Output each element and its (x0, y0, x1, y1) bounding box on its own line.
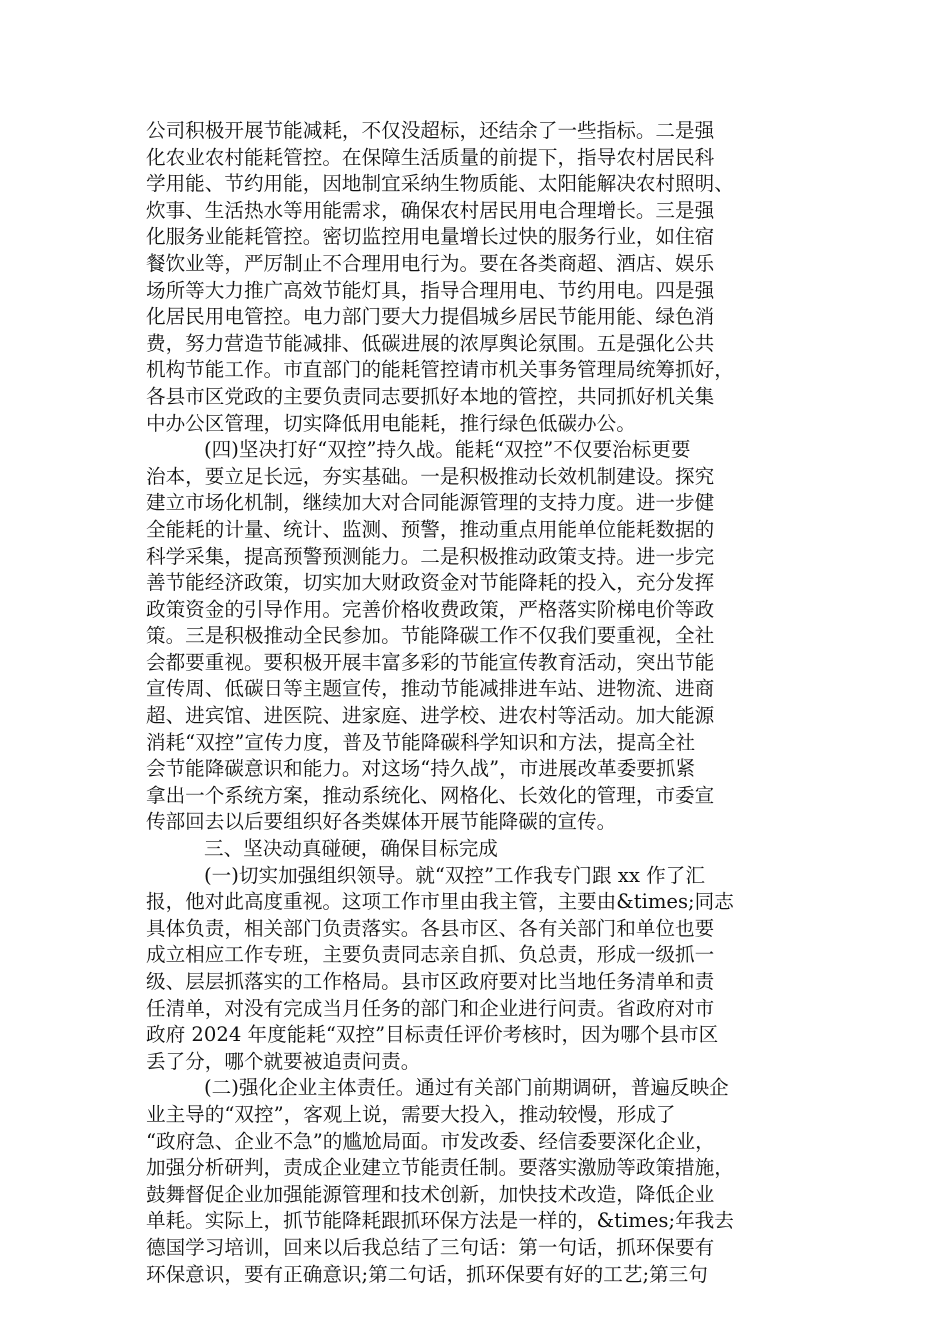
text-line: 治本，要立足长远，夯实基础。一是积极推动长效机制建设。探究 (146, 464, 715, 488)
text-line: 加强分析研判，责成企业建立节能责任制。要落实激励等政策措施， (146, 1156, 734, 1180)
text-line: 具体负责，相关部门负责落实。各县市区、各有关部门和单位也要 (146, 916, 715, 940)
text-line: 报，他对此高度重视。这项工作市里由我主管，主要由&times;同志 (146, 890, 734, 914)
text-line: 拿出一个系统方案，推动系统化、网格化、长效化的管理，市委宣 (146, 783, 715, 807)
text-line: 费，努力营造节能减排、低碳进展的浓厚舆论氛围。五是强化公共 (146, 331, 715, 355)
text-line: 机构节能工作。市直部门的能耗管控请市机关事务管理局统筹抓好， (146, 358, 734, 382)
text-line: 消耗“双控”宣传力度，普及节能降碳科学知识和方法，提高全社 (146, 730, 696, 754)
text-line: 丢了分，哪个就要被追责问责。 (146, 1049, 421, 1073)
text-line: 善节能经济政策，切实加大财政资金对节能降耗的投入，充分发挥 (146, 571, 715, 595)
text-line: 会节能降碳意识和能力。对这场“持久战”，市进展改革委要抓紧 (146, 757, 696, 781)
text-line: 全能耗的计量、统计、监测、预警，推动重点用能单位能耗数据的 (146, 517, 715, 541)
text-line: 单耗。实际上，抓节能降耗跟抓环保方法是一样的，&times;年我去 (146, 1209, 734, 1233)
text-line: 科学采集，提高预警预测能力。二是积极推动政策支持。进一步完 (146, 544, 715, 568)
text-line: 环保意识，要有正确意识;第二句话，抓环保要有好的工艺;第三句 (146, 1262, 708, 1286)
text-line: 餐饮业等，严厉制止不合理用电行为。要在各类商超、酒店、娱乐 (146, 251, 715, 275)
text-line: “政府急、企业不急”的尴尬局面。市发改委、经信委要深化企业， (146, 1129, 715, 1153)
text-line: (四)坚决打好“双控”持久战。能耗“双控”不仅要治标更要 (204, 438, 691, 462)
text-line: 德国学习培训，回来以后我总结了三句话：第一句话，抓环保要有 (146, 1235, 715, 1259)
text-line: 炊事、生活热水等用能需求，确保农村居民用电合理增长。三是强 (146, 198, 715, 222)
text-line: 超、进宾馆、进医院、进家庭、进学校、进农村等活动。加大能源 (146, 704, 715, 728)
text-line: 级、层层抓落实的工作格局。县市区政府要对比当地任务清单和责 (146, 970, 715, 993)
text-line: 宣传周、低碳日等主题宣传，推动节能减排进车站、进物流、进商 (146, 677, 715, 701)
text-line: 化农业农村能耗管控。在保障生活质量的前提下，指导农村居民科 (146, 145, 715, 169)
text-line: 化服务业能耗管控。密切监控用电量增长过快的服务行业，如住宿 (146, 225, 715, 249)
text-line: 成立相应工作专班，主要负责同志亲自抓、负总责，形成一级抓一 (146, 943, 715, 967)
text-line: 任清单，对没有完成当月任务的部门和企业进行问责。省政府对市 (146, 996, 715, 1020)
text-line: (一)切实加强组织领导。就“双控”工作我专门跟 xx 作了汇 (204, 863, 705, 887)
text-line: (二)强化企业主体责任。通过有关部门前期调研，普遍反映企 (204, 1076, 729, 1100)
text-line: 学用能、节约用能，因地制宜采纳生物质能、太阳能解决农村照明、 (146, 172, 734, 196)
text-line: 会都要重视。要积极开展丰富多彩的节能宣传教育活动，突出节能 (146, 650, 715, 674)
text-line: 场所等大力推广高效节能灯具，指导合理用电、节约用电。四是强 (146, 278, 715, 302)
text-line: 中办公区管理，切实降低用电能耗，推行绿色低碳办公。 (146, 411, 636, 435)
text-line: 政府 2024 年度能耗“双控”目标责任评价考核时，因为哪个县市区 (146, 1023, 719, 1047)
text-line: 化居民用电管控。电力部门要大力提倡城乡居民节能用能、绿色消 (146, 305, 715, 329)
text-line: 政策资金的引导作用。完善价格收费政策，严格落实阶梯电价等政 (146, 597, 715, 621)
text-line: 各县市区党政的主要负责同志要抓好本地的管控，共同抓好机关集 (146, 384, 715, 408)
document-body-text (146, 118, 814, 1288)
text-line: 鼓舞督促企业加强能源管理和技术创新，加快技术改造，降低企业 (146, 1182, 715, 1206)
text-line: 三、坚决动真碰硬，确保目标完成 (204, 837, 498, 861)
text-line: 传部回去以后要组织好各类媒体开展节能降碳的宣传。 (146, 810, 617, 834)
text-line: 业主导的“双控”，客观上说，需要大投入，推动较慢，形成了 (146, 1102, 676, 1126)
text-line: 策。三是积极推动全民参加。节能降碳工作不仅我们要重视，全社 (146, 624, 715, 648)
text-line: 公司积极开展节能减耗，不仅没超标，还结余了一些指标。二是强 (146, 119, 715, 142)
text-line: 建立市场化机制，继续加大对合同能源管理的支持力度。进一步健 (146, 491, 715, 515)
